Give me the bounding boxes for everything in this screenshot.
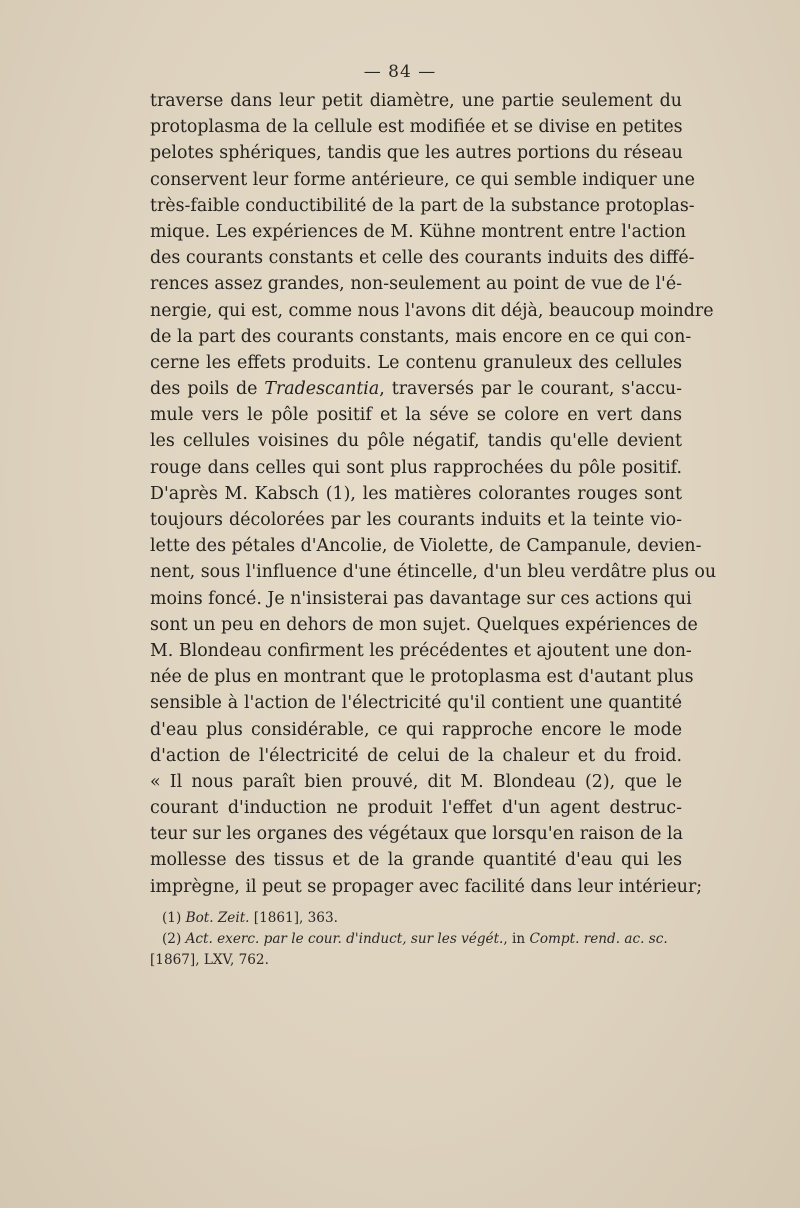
- text-line: lette des pétales d'Ancolie, de Violette, de Campanule, devien-: [150, 536, 702, 557]
- footnote-number: (1): [162, 910, 186, 926]
- text-line: conservent leur forme antérieure, ce qui semble indiquer une: [150, 169, 695, 190]
- text-line: protoplasma de la cellule est modifiée et se divise en petites: [150, 117, 683, 138]
- text-line: mule vers le pôle positif et la séve se colore en vert dans: [150, 405, 682, 426]
- footnote-number: (2): [162, 931, 186, 947]
- text-line: d'eau plus considérable, ce qui rapproche encore le mode: [150, 719, 682, 740]
- text-line: nent, sous l'influence d'une étincelle, d'un bleu verdâtre plus ou: [150, 562, 717, 583]
- text-line: des courants constants et celle des courants induits des diffé-: [150, 248, 695, 269]
- text-line: moins foncé. Je n'insisterai pas davantage sur ces actions qui: [150, 588, 692, 609]
- text-line: traverse dans leur petit diamètre, une partie seulement du: [150, 91, 682, 111]
- footnote-reference: [1861], 363.: [249, 910, 338, 926]
- text-line: mollesse des tissus et de la grande quantité d'eau qui les: [150, 850, 682, 871]
- text-line: les cellules voisines du pôle négatif, tandis qu'elle devient: [150, 431, 682, 452]
- footnote-source: Act. exerc. par le cour. d'induct, sur les végét.: [185, 931, 504, 947]
- text-line: pelotes sphériques, tandis que les autres portions du réseau: [150, 143, 683, 164]
- text-line: toujours décolorées par les courants induits et la teinte vio-: [150, 510, 682, 530]
- text-line: sont un peu en dehors de mon sujet. Quelques expériences de: [150, 614, 698, 635]
- text-segment: , traversés par le courant, s'accu-: [379, 379, 683, 400]
- text-line: rouge dans celles qui sont plus rapprochées du pôle positif.: [150, 457, 682, 478]
- italic-term: Tradescantia: [264, 379, 380, 400]
- text-line: D'après M. Kabsch (1), les matières colorantes rouges sont: [150, 483, 682, 504]
- text-line: née de plus en montrant que le protoplasma est d'autant plus: [150, 667, 694, 688]
- text-line: M. Blondeau confirment les précédentes et ajoutent une don-: [150, 640, 692, 661]
- text-line: très-faible conductibilité de la part de la substance protoplas-: [150, 195, 695, 216]
- footnote-journal: Compt. rend. ac. sc.: [529, 931, 668, 947]
- text-line: d'action de l'électricité de celui de la chaleur et du froid.: [150, 745, 682, 766]
- text-line: « Il nous paraît bien prouvé, dit M. Blondeau (2), que le: [150, 771, 682, 792]
- text-line: mique. Les expériences de M. Kühne montrent entre l'action: [150, 221, 687, 242]
- text-line: de la part des courants constants, mais encore en ce qui con-: [150, 326, 692, 347]
- text-segment: des poils de: [150, 379, 265, 400]
- text-line: imprègne, il peut se propager avec facilité dans leur intérieur;: [150, 876, 703, 897]
- main-text: [150, 88, 717, 900]
- text-line: sensible à l'action de l'électricité qu'il contient une quantité: [150, 693, 682, 714]
- footnote-2-continuation: [1867], LXV, 762.: [150, 952, 269, 968]
- page-number: — 84 —: [363, 62, 437, 82]
- footnote-1: [150, 908, 682, 929]
- footnotes: [150, 908, 682, 971]
- text-line: rences assez grandes, non-seulement au point de vue de l'é-: [150, 274, 682, 295]
- text-line: nergie, qui est, comme nous l'avons dit déjà, beaucoup moindre: [150, 300, 714, 321]
- footnote-2: [150, 929, 682, 950]
- footnote-connector: , in: [503, 931, 530, 947]
- text-line: teur sur les organes des végétaux que lorsqu'en raison de la: [150, 824, 683, 845]
- text-line-tradescantia: [150, 376, 682, 402]
- footnote-source: Bot. Zeit.: [185, 910, 250, 926]
- text-line: courant d'induction ne produit l'effet d'un agent destruc-: [150, 798, 682, 819]
- text-line: cerne les effets produits. Le contenu granuleux des cellules: [150, 352, 682, 373]
